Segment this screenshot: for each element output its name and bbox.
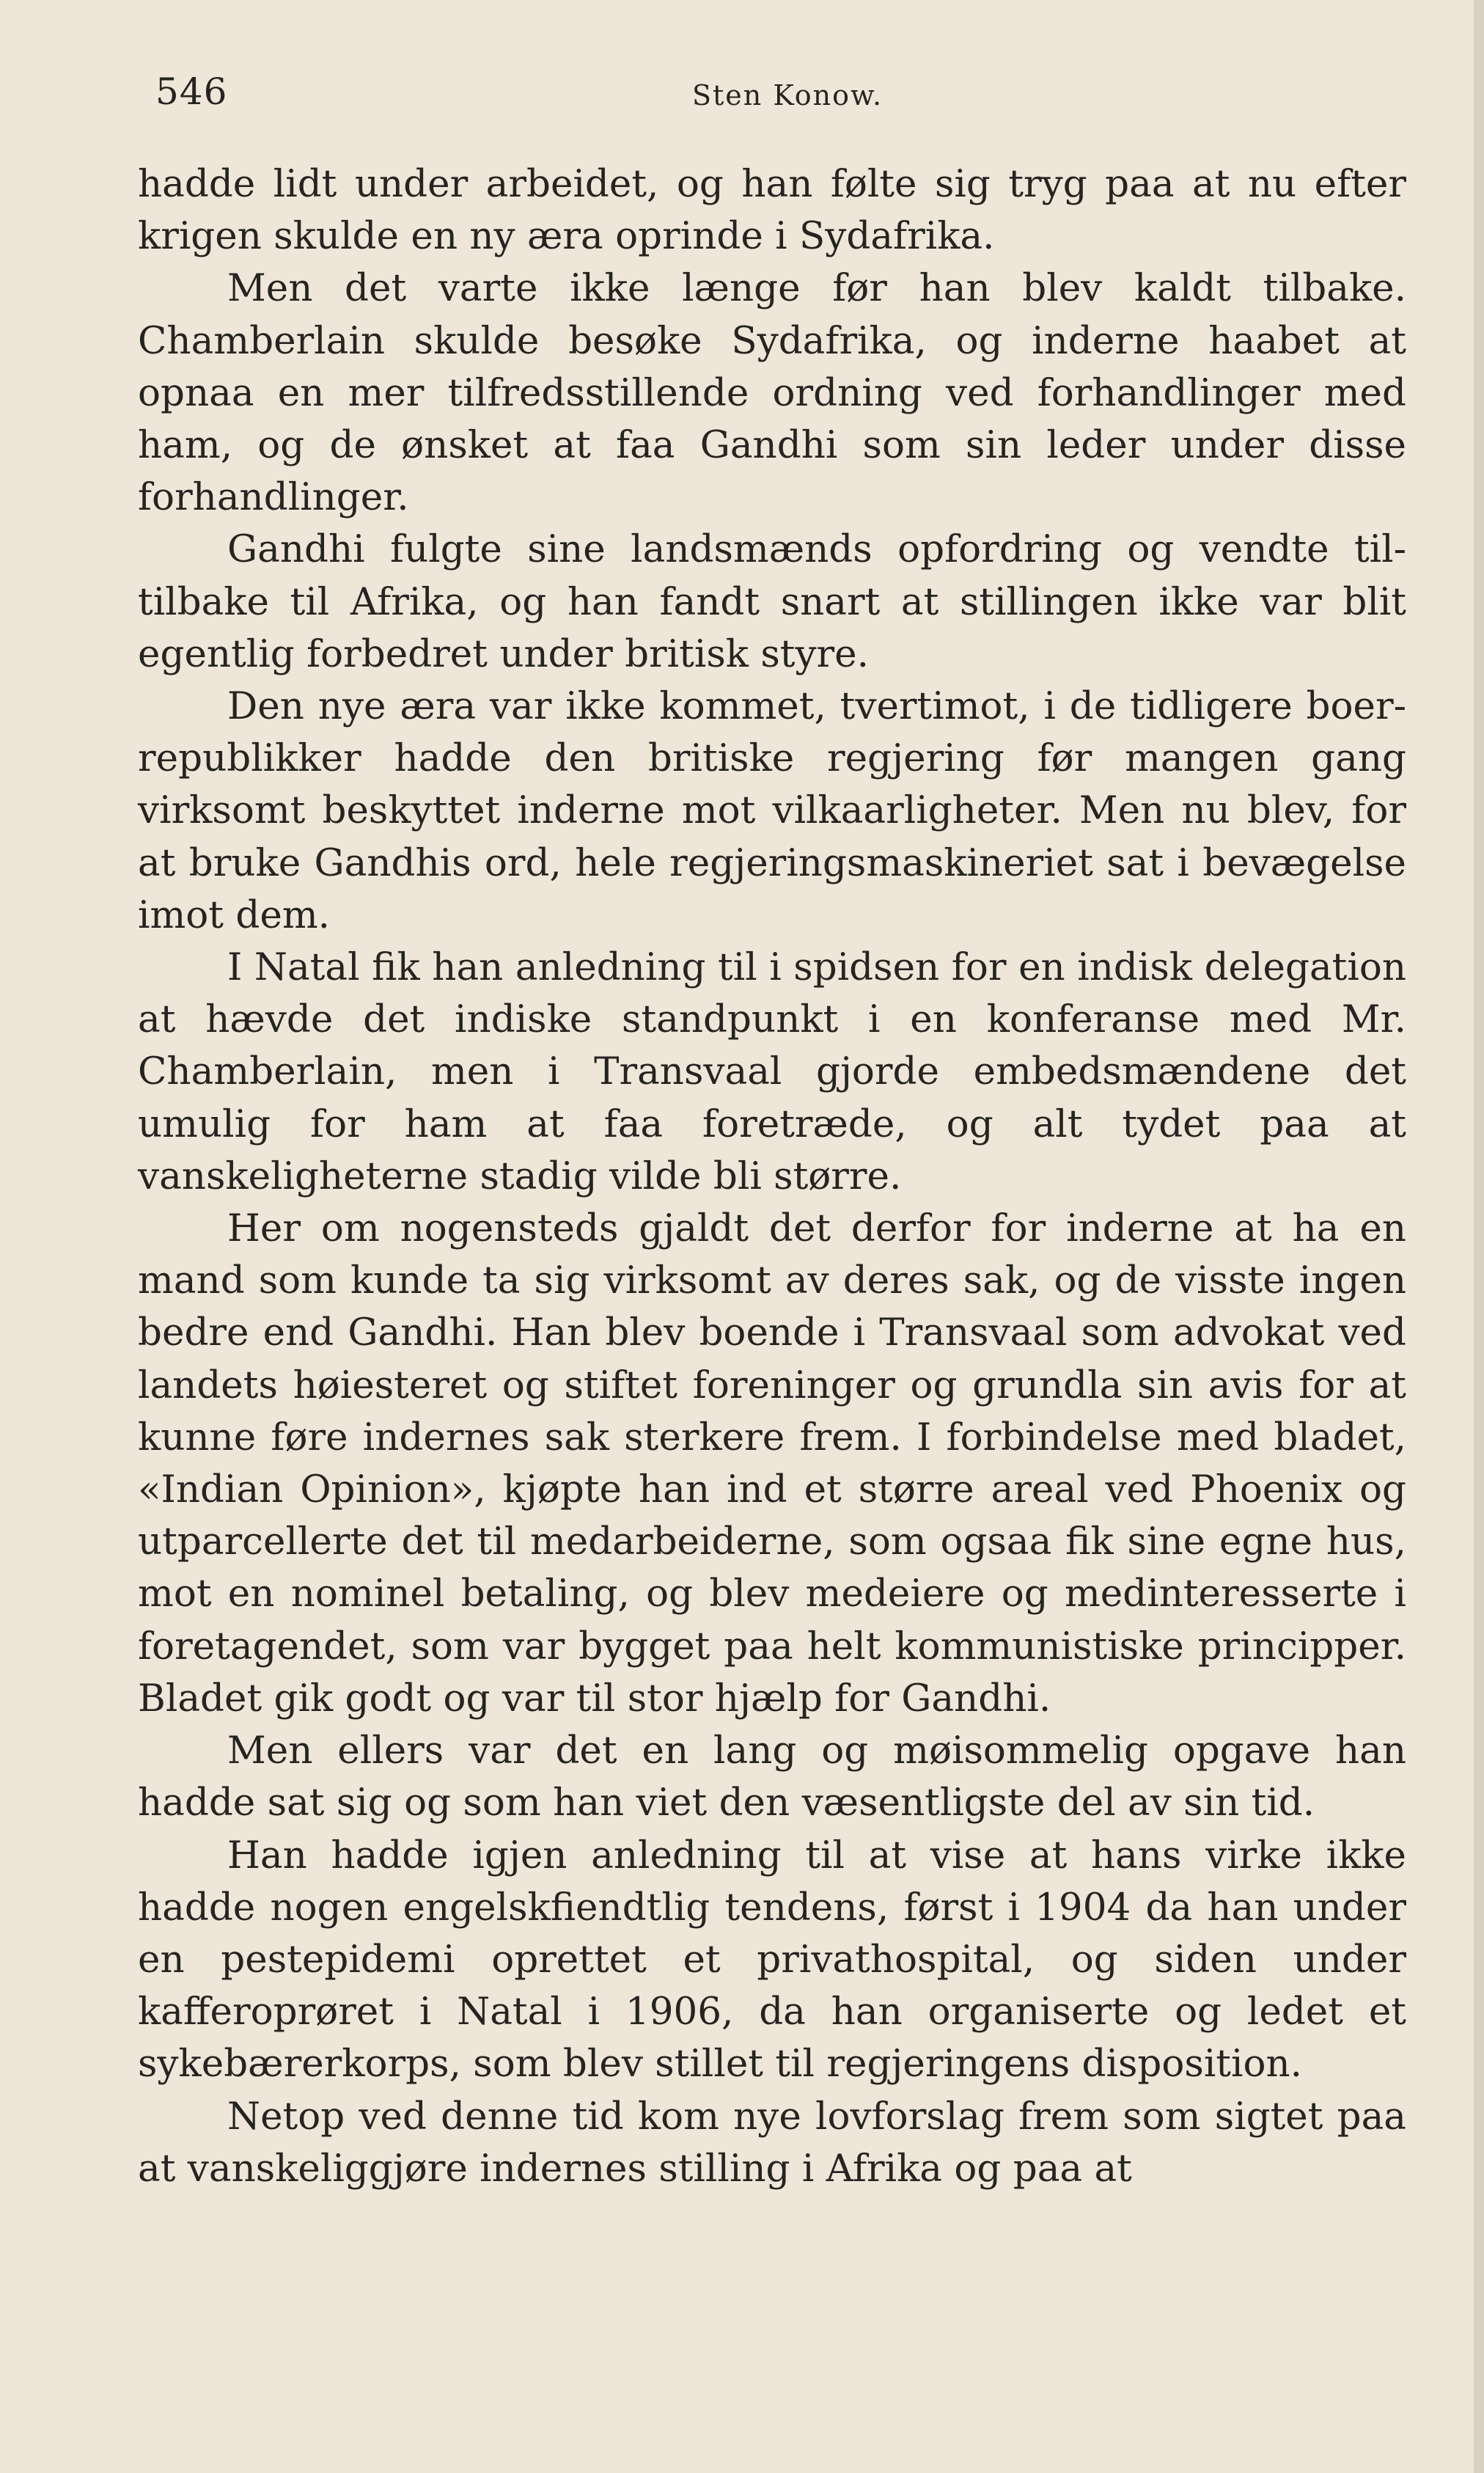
paragraph: Men det varte ikke længe før han blev kaldt tilbake. Chamberlain skulde besøke Sydafrika, og inderne haabet at opnaa en mer tilfredsstillende ordning ved forhandlinger med ham, og de ønsket at faa Gandhi som sin leder under disse forhandlinger. (138, 266, 1406, 520)
paragraph: Den nye æra var ikke kommet, tvertimot, i de tidligere boer-republikker hadde den britiske regjering før mangen gang virksomt beskyttet inderne mot vilkaarligheter. Men nu blev, for at bruke Gandhis ord, hele regjeringsmaskineriet sat i bevægelse imot dem. (138, 684, 1406, 937)
paragraph: Gandhi fulgte sine landsmænds opfordring og vendte tiltilbake til Afrika, og han fandt snart at stillingen ikke var blit egentlig forbedret under britisk styre. (138, 527, 1406, 676)
paragraph: Her om nogensteds gjaldt det derfor for inderne at ha en mand som kunde ta sig virksomt av deres sak, og de visste ingen bedre end Gandhi. Han blev boende i Transvaal som advokat ved landets høiesteret og stiftet foreninger og grundla sin avis for at kunne føre indernes sak sterkere frem. I forbindelse med bladet, «Indian Opinion», kjøpte han ind et større areal ved Phoenix og utparcellerte det til medarbeiderne, som ogsaa fik sine egne hus, mot en nominel betaling, og blev medeiere og medinteresserte i foretagendet, som var bygget paa helt kommunistiske principper. Bladet gik godt og var til stor hjælp for Gandhi. (138, 1206, 1406, 1721)
paragraph: hadde lidt under arbeidet, og han følte sig tryg paa at nu efter krigen skulde en ny æra oprinde i Sydafrika. (138, 162, 1406, 259)
page-edge (1474, 0, 1484, 2473)
body-text (138, 158, 1406, 2195)
page-header (155, 70, 1402, 129)
paragraph: Men ellers var det en lang og møisommelig opgave han hadde sat sig og som han viet den væsentligste del av sin tid. (138, 1729, 1406, 1825)
running-head: Sten Konow. (692, 79, 884, 111)
paragraph: Netop ved denne tid kom nye lovforslag frem som sigtet paa at vanskeliggjøre indernes stilling i Afrika og paa at (138, 2094, 1406, 2191)
paragraph: Han hadde igjen anledning til at vise at hans virke ikke hadde nogen engelskfiendtlig tendens, først i 1904 da han under en pestepidemi oprettet et privathospital, og siden under kafferoprøret i Natal i 1906, da han organiserte og ledet et sykebærerkorps, som blev stillet til regjeringens disposition. (138, 1833, 1406, 2087)
paragraph: I Natal fik han anledning til i spidsen for en indisk delegation at hævde det indiske standpunkt i en konferanse med Mr. Chamberlain, men i Transvaal gjorde embedsmændene det umulig for ham at faa foretræde, og alt tydet paa at vanskeligheterne stadig vilde bli større. (138, 945, 1406, 1198)
page-number: 546 (155, 70, 228, 113)
